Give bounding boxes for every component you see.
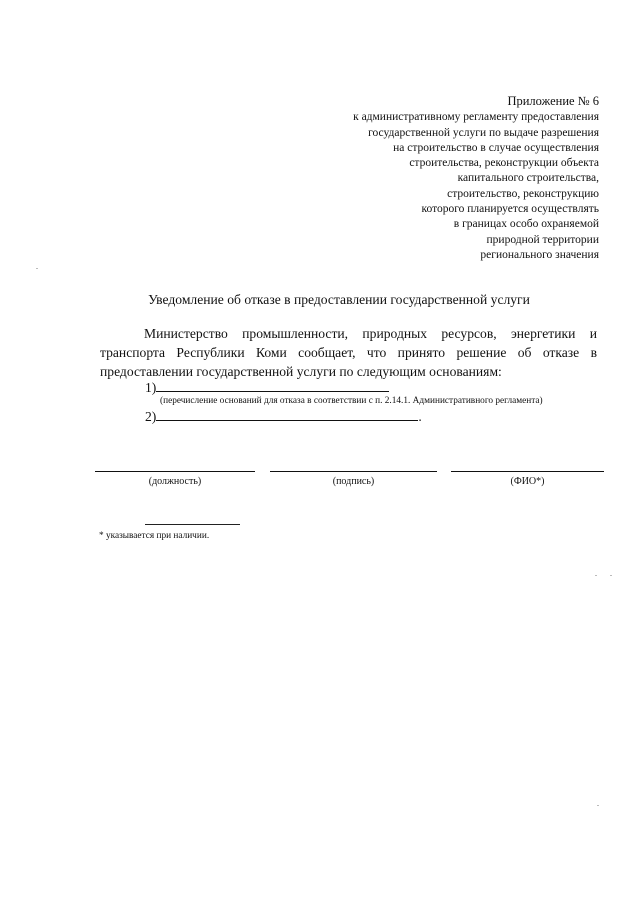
scan-speck (610, 575, 612, 576)
paragraph-text: Министерство промышленности, природных ресурсов, энергетики и (144, 326, 597, 341)
appendix-number: Приложение № 6 (507, 94, 599, 108)
appendix-line: государственной услуги по выдаче разрешения (368, 126, 599, 139)
name-signature-line[interactable] (451, 471, 604, 472)
appendix-line: на строительство в случае осуществления (393, 141, 599, 154)
item-number: 1) (145, 380, 157, 395)
scan-speck (597, 805, 599, 806)
signature-label: (подпись) (332, 476, 375, 487)
paragraph-line: транспорта Республики Коми сообщает, что принято решение об отказе в (100, 345, 597, 360)
position-label: (должность) (148, 476, 202, 487)
scan-speck (36, 268, 38, 269)
appendix-line: капитального строительства, (457, 172, 599, 185)
ground-1-blank[interactable] (156, 379, 389, 392)
scan-speck (595, 575, 597, 576)
ground-2-blank[interactable] (156, 408, 418, 421)
notice-paragraph (100, 324, 597, 381)
name-label: (ФИО*) (510, 476, 545, 487)
ground-item-2 (145, 408, 422, 425)
document-title: Уведомление об отказе в предоставлении государственной услуги (148, 292, 530, 307)
item-number: 2) (145, 409, 157, 424)
appendix-line: которого планируется осуществлять (421, 203, 599, 216)
footnote-separator (145, 524, 240, 525)
paragraph-line (100, 324, 597, 343)
ground-item-1 (145, 379, 389, 396)
appendix-line: строительства, реконструкции объекта (409, 157, 599, 170)
paragraph-line: предоставлении государственной услуги по следующим основаниям: (100, 364, 502, 379)
item-end: . (418, 409, 422, 424)
appendix-line: природной территории (486, 233, 599, 246)
appendix-header (353, 94, 599, 263)
grounds-hint: (перечисление оснований для отказа в соответствии с п. 2.14.1. Административного регламента) (160, 396, 543, 406)
position-signature-line[interactable] (95, 471, 255, 472)
appendix-line: строительство, реконструкцию (447, 187, 599, 200)
appendix-line: в границах особо охраняемой (453, 218, 599, 231)
footnote: * указывается при наличии. (99, 531, 210, 541)
appendix-line: регионального значения (480, 248, 599, 261)
signature-line[interactable] (270, 471, 437, 472)
appendix-line: к административному регламенту предоставления (353, 111, 599, 124)
